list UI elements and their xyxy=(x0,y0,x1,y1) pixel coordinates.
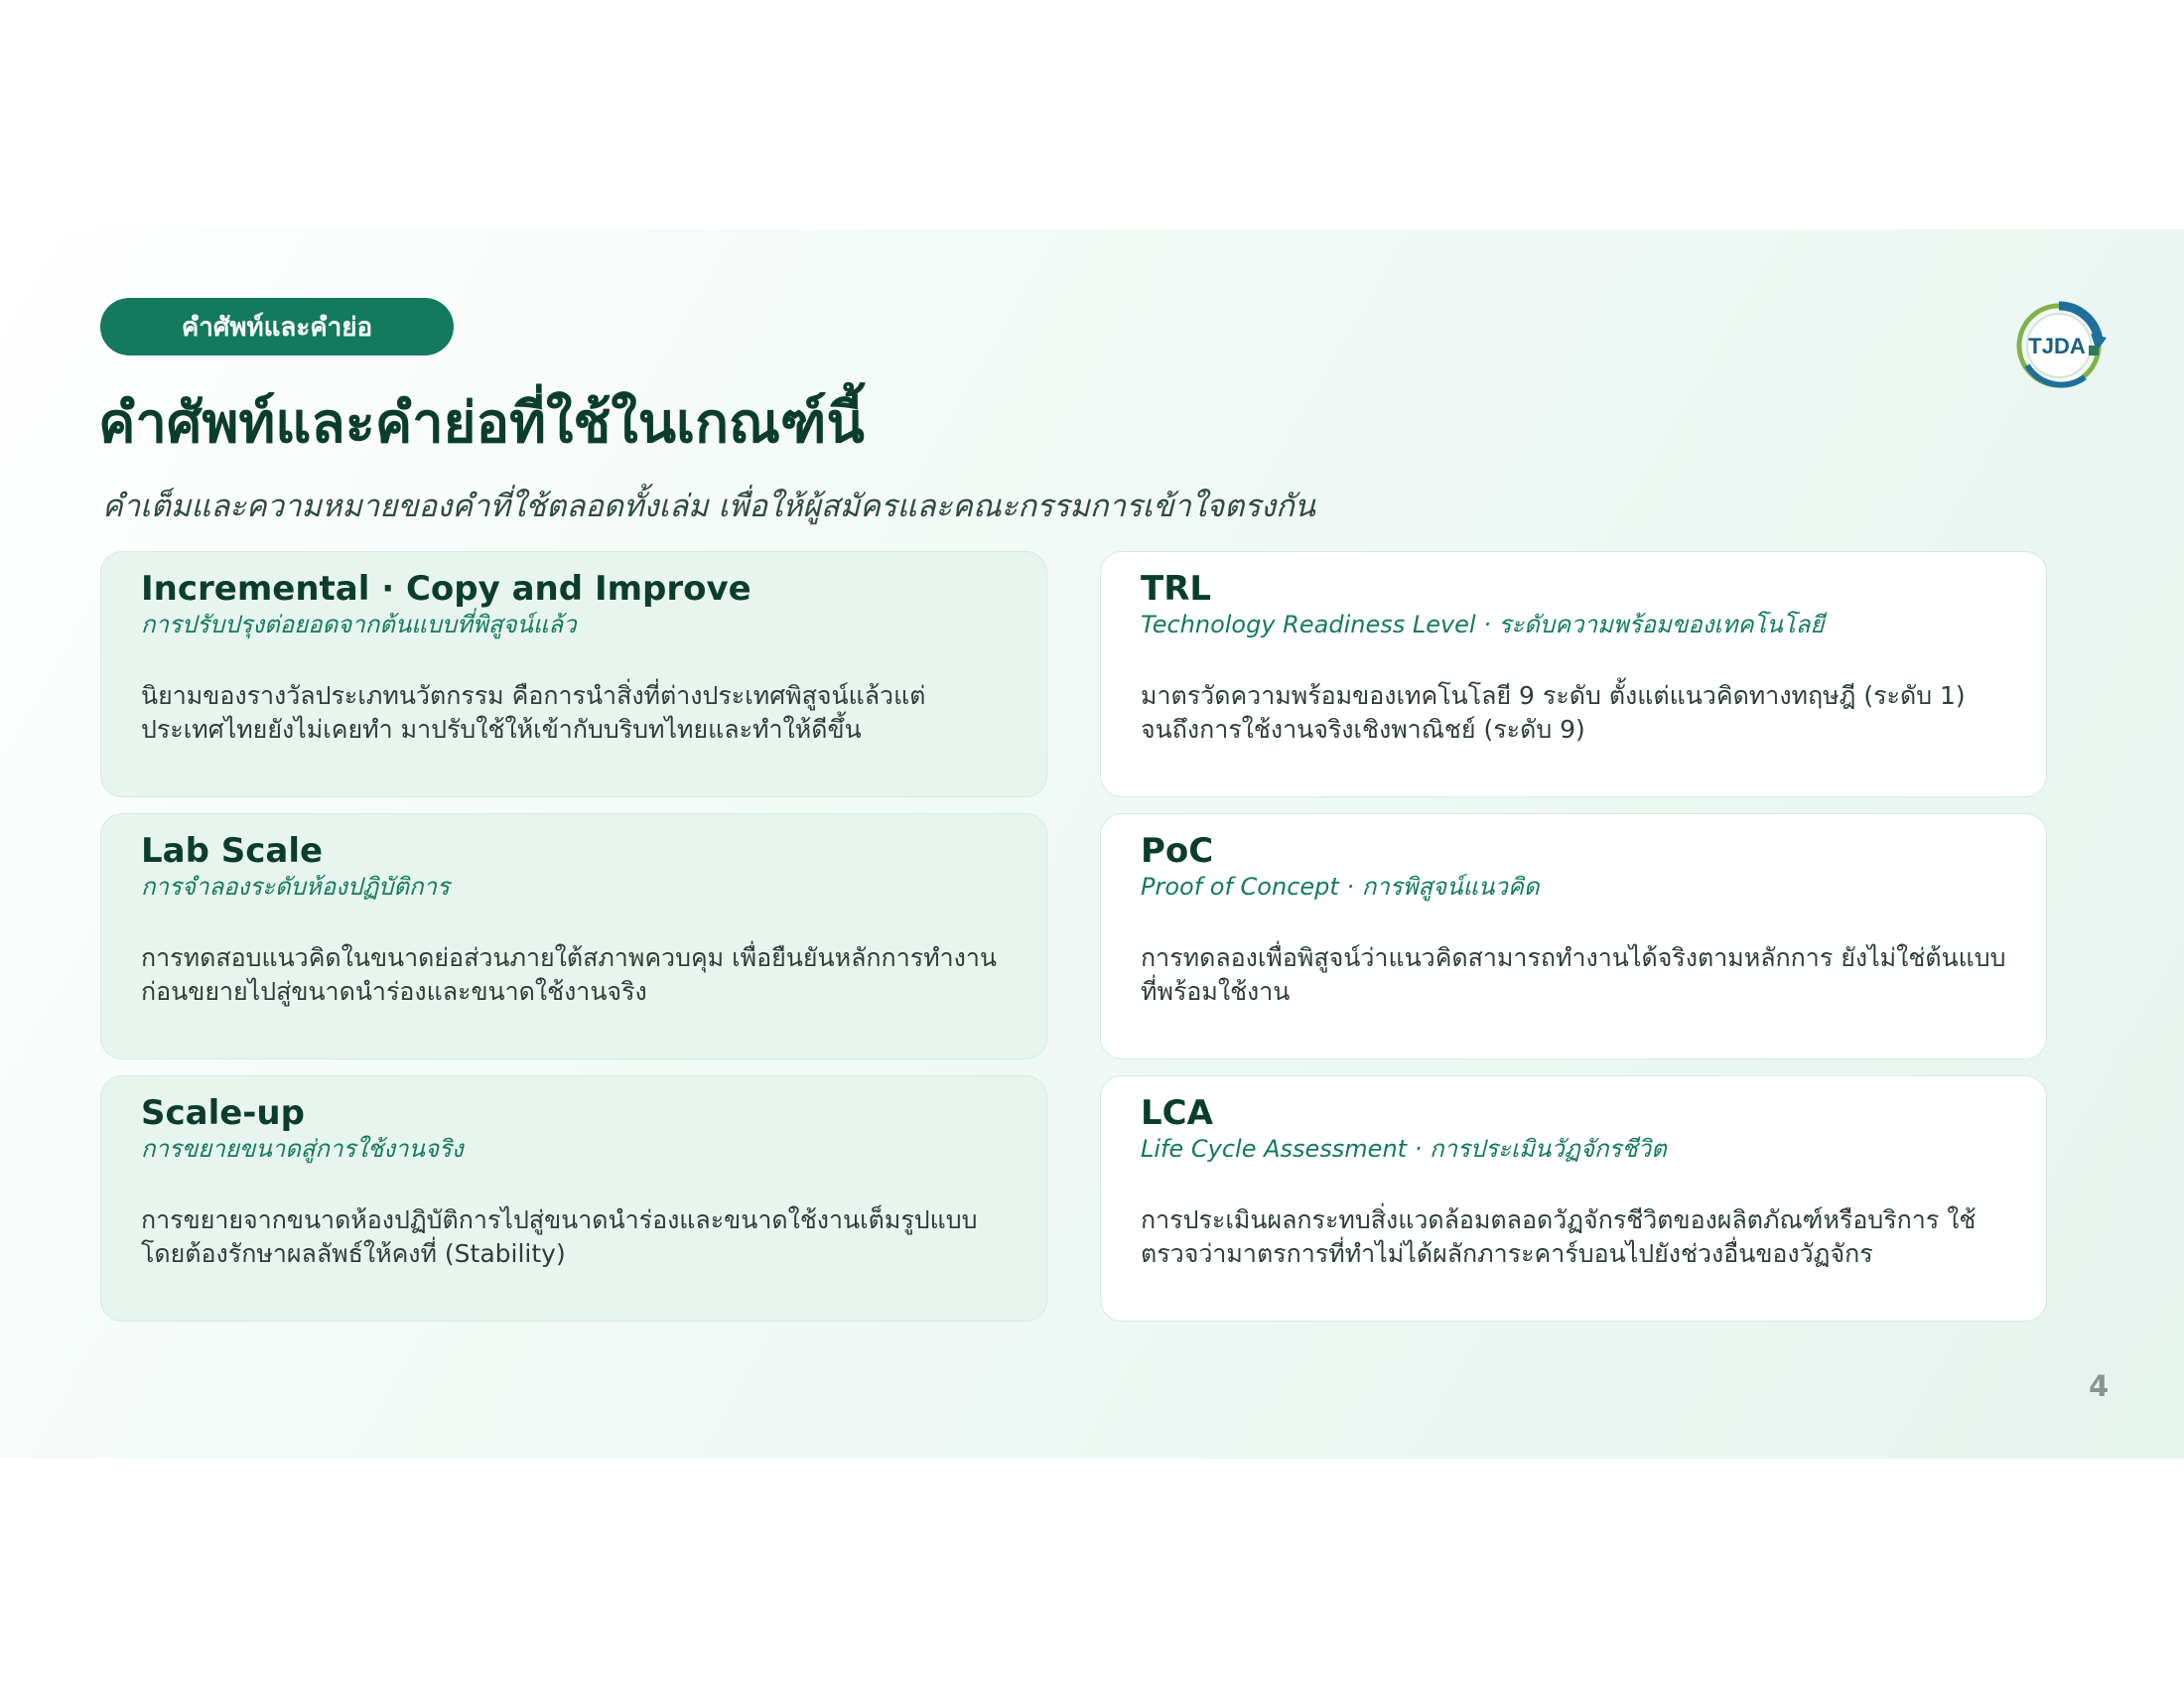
section-badge xyxy=(100,298,454,355)
term-description: การทดลองเพื่อพิสูจน์ว่าแนวคิดสามารถทำงานได้จริงตามหลักการ ยังไม่ใช่ต้นแบบที่พร้อมใช้งาน xyxy=(1141,943,2006,1006)
term-subtitle: การจำลองระดับห้องปฏิบัติการ xyxy=(141,873,450,901)
term-subtitle: Life Cycle Assessment · การประเมินวัฏจักรชีวิต xyxy=(1141,1135,1667,1163)
term-description: การประเมินผลกระทบสิ่งแวดล้อมตลอดวัฏจักรชีวิตของผลิตภัณฑ์หรือบริการ ใช้ตรวจว่ามาตรการที่ทำไม่ได้ผลักภาระคาร์บอนไปยังช่วงอื่นของวัฏจักร xyxy=(1141,1205,1977,1268)
tjda-logo xyxy=(2011,294,2111,393)
slide xyxy=(0,229,2184,1459)
term-description: มาตรวัดความพร้อมของเทคโนโลยี 9 ระดับ ตั้งแต่แนวคิดทางทฤษฎี (ระดับ 1) จนถึงการใช้งานจริงเชิงพาณิชย์ (ระดับ 9) xyxy=(1141,681,1966,744)
term-card-incremental xyxy=(100,551,1047,797)
term-card-scale-up xyxy=(100,1075,1047,1322)
term-description: การขยายจากขนาดห้องปฏิบัติการไปสู่ขนาดนำร่องและขนาดใช้งานเต็มรูปแบบ โดยต้องรักษาผลลัพธ์ให้คงที่ (Stability) xyxy=(141,1205,978,1268)
term-name: TRL xyxy=(1141,569,1212,609)
term-subtitle: การขยายขนาดสู่การใช้งานจริง xyxy=(141,1135,464,1163)
term-subtitle: Proof of Concept · การพิสูจน์แนวคิด xyxy=(1141,873,1540,901)
page-subtitle: คำเต็มและความหมายของคำที่ใช้ตลอดทั้งเล่ม เพื่อให้ผู้สมัครและคณะกรรมการเข้าใจตรงกัน xyxy=(102,489,1316,524)
term-card-lca xyxy=(1100,1075,2047,1322)
term-card-poc xyxy=(1100,813,2047,1059)
term-name: Lab Scale xyxy=(141,831,324,871)
term-name: PoC xyxy=(1141,831,1214,871)
term-name: Scale-up xyxy=(141,1093,305,1133)
term-subtitle: การปรับปรุงต่อยอดจากต้นแบบที่พิสูจน์แล้ว xyxy=(141,611,577,638)
page-number: 4 xyxy=(2089,1369,2110,1403)
term-card-lab-scale xyxy=(100,813,1047,1059)
section-badge-label: คำศัพท์และคำย่อ xyxy=(181,312,373,343)
term-subtitle: Technology Readiness Level · ระดับความพร้อมของเทคโนโลยี xyxy=(1141,611,1825,638)
term-card-trl xyxy=(1100,551,2047,797)
tjda-logo-text: TJDA xyxy=(2028,334,2086,358)
term-name: LCA xyxy=(1141,1093,1213,1133)
term-description: การทดสอบแนวคิดในขนาดย่อส่วนภายใต้สภาพควบคุม เพื่อยืนยันหลักการทำงานก่อนขยายไปสู่ขนาดนำร่องและขนาดใช้งานจริง xyxy=(141,943,998,1006)
term-name: Incremental · Copy and Improve xyxy=(141,569,751,609)
term-description: นิยามของรางวัลประเภทนวัตกรรม คือการนำสิ่งที่ต่างประเทศพิสูจน์แล้วแต่ประเทศไทยยังไม่เคยทำ มาปรับใช้ให้เข้ากับบริบทไทยและทำให้ดีขึ้น xyxy=(141,681,926,744)
page-title: คำศัพท์และคำย่อที่ใช้ในเกณฑ์นี้ xyxy=(98,391,865,456)
